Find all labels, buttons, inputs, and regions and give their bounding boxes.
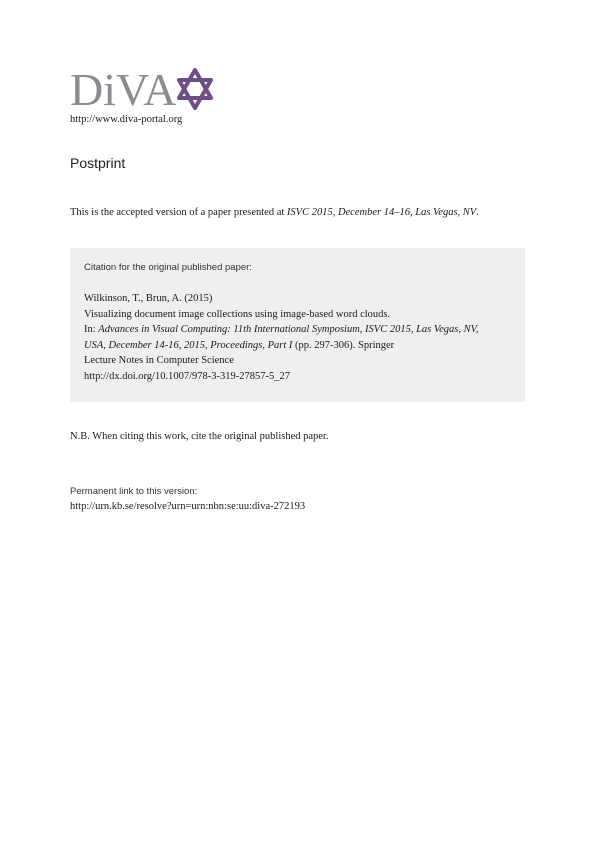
citation-book-title-2: USA, December 14-16, 2015, Proceedings, Part I — [84, 339, 293, 351]
citation-book-line1 — [84, 322, 511, 338]
citation-book-line2 — [84, 338, 511, 354]
permanent-link-label: Permanent link to this version: — [70, 486, 198, 497]
citation-title: Visualizing document image collections using image-based word clouds. — [84, 308, 391, 320]
accepted-venue: ISVC 2015, December 14–16, Las Vegas, NV — [286, 207, 477, 218]
diva-portal-link[interactable]: http://www.diva-portal.org — [70, 114, 183, 125]
citation-series: Lecture Notes in Computer Science — [84, 355, 234, 366]
accepted-version-statement — [70, 207, 479, 218]
logo-text: DiVA — [70, 64, 177, 115]
document-type-title: Postprint — [70, 155, 126, 171]
accepted-prefix: This is the accepted version of a paper presented at — [70, 207, 287, 218]
citation-authors: Wilkinson, T., Brun, A. (2015) — [84, 293, 213, 304]
citation-box — [70, 248, 525, 402]
citation-heading: Citation for the original published paper: — [84, 262, 252, 273]
star-of-david-icon — [175, 68, 215, 110]
citation-book-title-1: Advances in Visual Computing: 11th International Symposium, ISVC 2015, Las Vegas, NV, — [98, 324, 479, 335]
permanent-link[interactable]: http://urn.kb.se/resolve?urn=urn:nbn:se:uu:diva-272193 — [70, 501, 306, 512]
citation-doi-link[interactable]: http://dx.doi.org/10.1007/978-3-319-27857-5_27 — [84, 370, 291, 382]
diva-logo — [70, 66, 215, 114]
citation-pages-publisher: (pp. 297-306). Springer — [292, 339, 395, 351]
citation-in-prefix: In: — [84, 324, 99, 335]
accepted-suffix: . — [476, 207, 479, 218]
citation-note: N.B. When citing this work, cite the original published paper. — [70, 431, 329, 442]
